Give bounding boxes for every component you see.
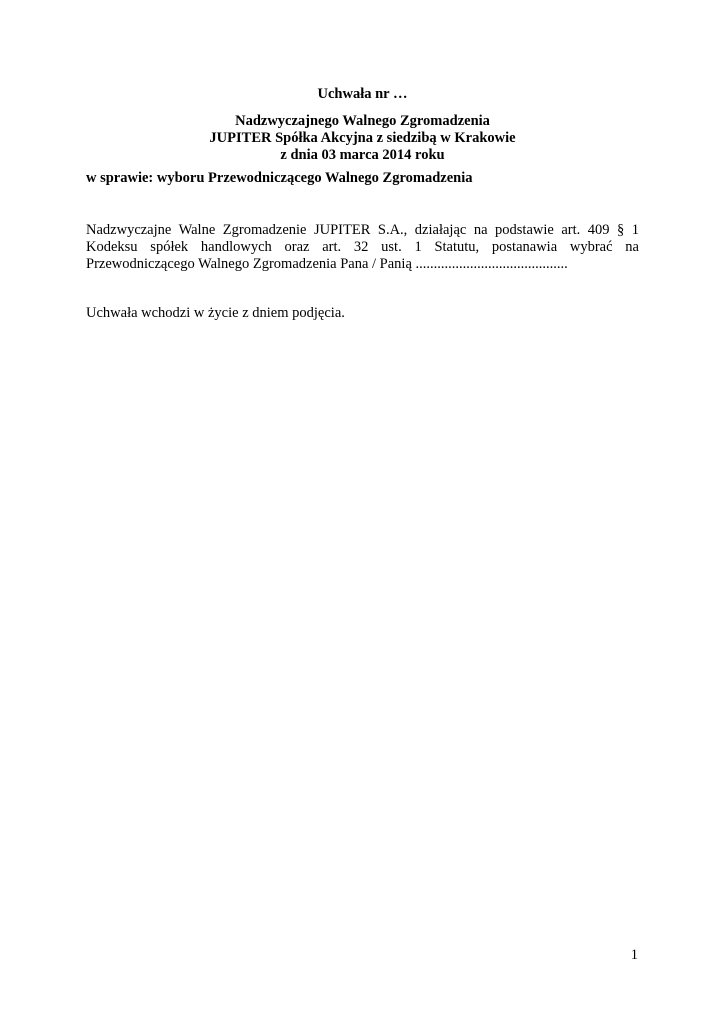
header-line-date: z dnia 03 marca 2014 roku [280, 147, 445, 163]
document-content [86, 86, 639, 322]
page-number: 1 [630, 947, 638, 963]
resolution-header [86, 113, 639, 164]
resolution-title: Uchwała nr … [317, 86, 408, 102]
resolution-subject: w sprawie: wyboru Przewodniczącego Walnego Zgromadzenia [86, 170, 473, 186]
header-line-assembly: Nadzwyczajnego Walnego Zgromadzenia [235, 113, 490, 129]
resolution-body-paragraph: Nadzwyczajne Walne Zgromadzenie JUPITER S.A., działając na podstawie art. 409 § 1 Kodeksu spółek handlowych oraz art. 32 ust. 1 Statutu, postanawia wybrać na Przewodniczącego Walnego Zgromadzenia Pana / Panią .......................................... [86, 222, 639, 272]
header-line-company: JUPITER Spółka Akcyjna z siedzibą w Krakowie [209, 130, 516, 146]
resolution-effect-paragraph: Uchwała wchodzi w życie z dniem podjęcia. [86, 305, 345, 321]
